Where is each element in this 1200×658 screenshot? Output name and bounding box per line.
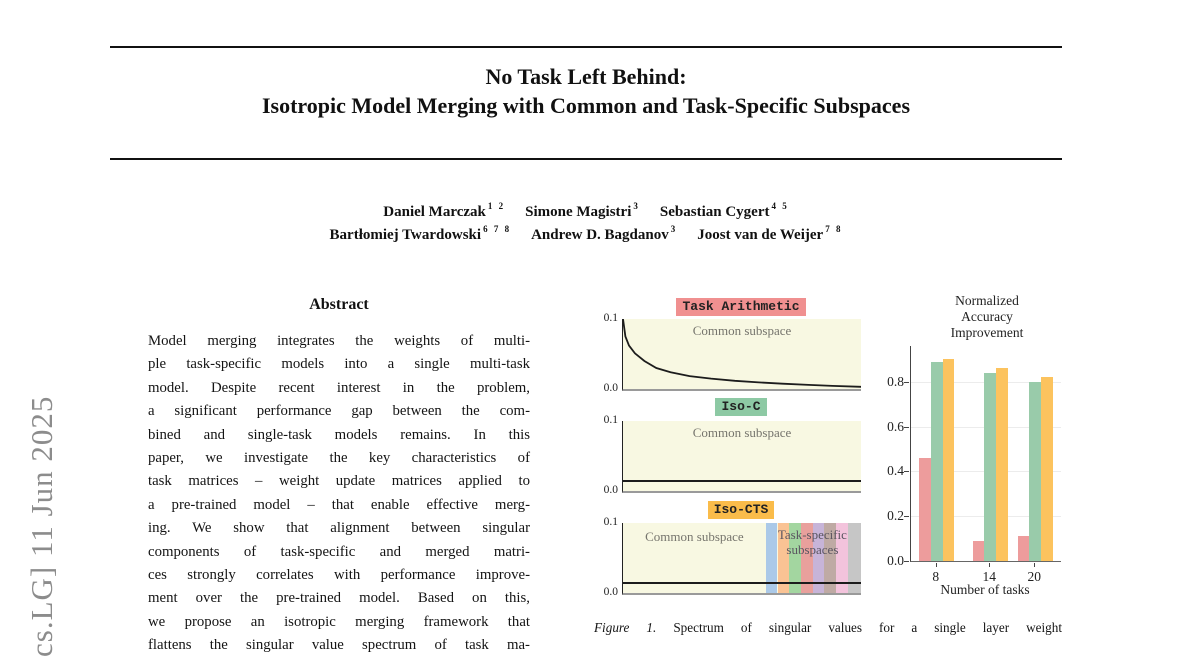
ytick-label: 0.0 <box>603 484 618 496</box>
ytick-label: 0.0 <box>603 586 618 598</box>
region-label-common-subspace: Common subspace <box>692 323 792 338</box>
abstract-line: flattens the singular value spectrum of task ma- <box>148 637 530 654</box>
bar-xtick-label: 8 <box>932 569 940 584</box>
abstract-line: bined and single-task models remains. In this <box>148 426 530 443</box>
region-label-common-subspace: Common subspace <box>645 529 744 544</box>
spectrum-plot-task-arithmetic <box>622 319 861 391</box>
abstract-line: ment over the pre-trained model. Based on this, <box>148 590 530 607</box>
bar-task-arithmetic <box>919 458 931 561</box>
bar-xtick-label: 20 <box>1027 569 1041 584</box>
region-label-task-specific-2: subspaces <box>786 542 839 557</box>
mid-rule <box>110 158 1062 160</box>
bar-iso-c <box>931 362 943 561</box>
figure-caption-body: Spectrum of singular values for a single layer weight <box>673 620 1063 635</box>
bar-task-arithmetic <box>973 541 985 561</box>
bar-ytick-mark <box>904 516 909 517</box>
bar-iso-cts <box>1041 377 1053 561</box>
abstract-line: components of task-specific and merged matri- <box>148 543 530 560</box>
author: Andrew D. Bagdanov $^3$ <box>531 224 678 243</box>
authors-line-2 <box>110 225 1062 244</box>
abstract-line: we propose an isotropic merging framework that <box>148 613 530 630</box>
bar-ytick-label: 0.8 <box>887 373 904 389</box>
bar-chart-title-line1: Normalized <box>955 293 1019 308</box>
author: Bartłomiej Twardowski $^{6 7 8}$ <box>329 224 512 243</box>
author: Simone Magistri $^3$ <box>525 201 640 220</box>
ytick-label: 0.1 <box>603 312 618 324</box>
author: Joost van de Weijer $^{7 8}$ <box>697 224 843 243</box>
flat-spectrum-line <box>623 582 861 584</box>
ytick-label: 0.1 <box>603 516 618 528</box>
bar-chart-xlabel: Number of tasks <box>940 582 1030 597</box>
bar-ytick-mark <box>904 427 909 428</box>
abstract-line: model. Despite recent interest in the problem, <box>148 379 530 396</box>
bar-iso-c <box>1029 382 1041 561</box>
bar-chart-title-line3: Improvement <box>950 325 1024 340</box>
bar-iso-cts <box>943 359 955 561</box>
paper-title-line2: Isotropic Model Merging with Common and Task-Specific Subspaces <box>261 93 911 118</box>
panel-label-task-arithmetic: Task Arithmetic <box>622 299 860 314</box>
bar-xtick-label: 14 <box>982 569 996 584</box>
abstract-line: paper, we investigate the key characteristics of <box>148 450 530 467</box>
abstract-line: Model merging integrates the weights of multi- <box>148 333 530 349</box>
author: Daniel Marczak $^{1 2}$ <box>383 201 506 220</box>
figure-caption-label: Figure 1. <box>594 620 657 635</box>
bar-chart <box>880 290 1090 620</box>
abstract-line: ing. We show that alignment between singular <box>148 520 530 537</box>
authors-line-1 <box>110 202 1062 221</box>
panel-label-iso-cts: Iso-CTS <box>622 502 860 517</box>
abstract-line: a pre-trained model – that enable effective merg- <box>148 496 530 513</box>
bar-chart-title-line2: Accuracy <box>961 309 1013 324</box>
top-rule <box>110 46 1062 48</box>
region-label-task-specific: Task-specific <box>777 527 847 542</box>
bar-ytick-label: 0.4 <box>887 463 904 479</box>
bar-ytick-label: 0.2 <box>887 508 904 524</box>
bar-xtick-mark <box>1034 563 1035 567</box>
abstract-line: ces strongly correlates with performance improve- <box>148 567 530 584</box>
ytick-label: 0.1 <box>603 414 618 426</box>
bar-ytick-label: 0.0 <box>887 553 904 568</box>
spectrum-plot-iso-c <box>622 421 861 493</box>
bar-chart-plot-area <box>910 346 1061 562</box>
abstract-line: a significant performance gap between the com- <box>148 403 530 420</box>
abstract-body <box>148 330 530 658</box>
ytick-label: 0.0 <box>603 382 618 394</box>
bar-ytick-mark <box>904 561 909 562</box>
spectrum-plot-iso-cts <box>622 523 861 595</box>
bar-ytick-mark <box>904 382 909 383</box>
bar-xtick-mark <box>989 563 990 567</box>
bar-xtick-mark <box>936 563 937 567</box>
bar-iso-c <box>984 373 996 561</box>
region-label-common-subspace: Common subspace <box>692 425 792 440</box>
abstract-line: ple task-specific models into a single multi-task <box>148 356 530 373</box>
bar-task-arithmetic <box>1018 536 1030 561</box>
bar-ytick-label: 0.6 <box>887 418 904 434</box>
arxiv-banner: cs.LG] 11 Jun 2025 <box>24 395 59 657</box>
bar-ytick-mark <box>904 471 909 472</box>
abstract-heading: Abstract <box>309 296 369 313</box>
bar-iso-cts <box>996 368 1008 561</box>
flat-spectrum-line <box>623 480 861 482</box>
panel-label-iso-c: Iso-C <box>622 399 860 414</box>
abstract-line: task matrices – weight update matrices applied to <box>148 473 530 490</box>
author: Sebastian Cygert $^{4 5}$ <box>659 201 789 220</box>
paper-title-line1: No Task Left Behind: <box>485 64 687 89</box>
figure-caption <box>594 620 1062 636</box>
